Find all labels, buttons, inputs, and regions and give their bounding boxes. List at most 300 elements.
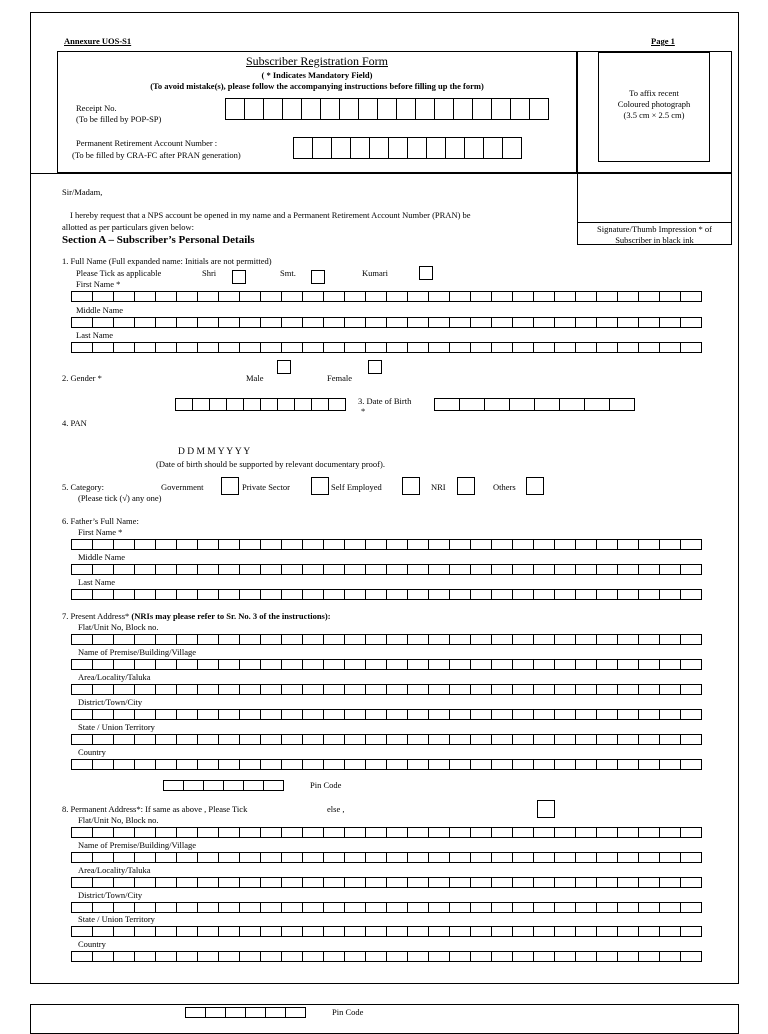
char-box[interactable] (680, 317, 702, 328)
char-box[interactable] (407, 827, 429, 838)
char-box[interactable] (533, 659, 555, 670)
char-box[interactable] (554, 926, 576, 937)
char-box[interactable] (617, 759, 639, 770)
char-box[interactable] (386, 659, 408, 670)
char-box[interactable] (470, 684, 492, 695)
char-box[interactable] (407, 877, 429, 888)
char-box[interactable] (113, 852, 135, 863)
char-box[interactable] (281, 902, 303, 913)
father-middle-boxes[interactable] (71, 564, 702, 575)
char-box[interactable] (386, 684, 408, 695)
char-box[interactable] (680, 951, 702, 962)
char-box[interactable] (71, 926, 93, 937)
char-box[interactable] (183, 780, 204, 791)
char-box[interactable] (512, 852, 534, 863)
char-box[interactable] (302, 634, 324, 645)
char-box[interactable] (285, 1007, 306, 1018)
char-box[interactable] (491, 877, 513, 888)
char-box[interactable] (453, 98, 473, 120)
char-box[interactable] (71, 852, 93, 863)
char-box[interactable] (92, 951, 114, 962)
char-box[interactable] (407, 137, 427, 159)
char-box[interactable] (428, 827, 450, 838)
char-box[interactable] (554, 709, 576, 720)
char-box[interactable] (428, 951, 450, 962)
char-box[interactable] (302, 291, 324, 302)
char-box[interactable] (239, 589, 261, 600)
char-box[interactable] (449, 291, 471, 302)
char-box[interactable] (680, 634, 702, 645)
char-box[interactable] (554, 291, 576, 302)
char-box[interactable] (239, 659, 261, 670)
dob-boxes[interactable] (434, 398, 635, 411)
char-box[interactable] (260, 951, 282, 962)
char-box[interactable] (426, 137, 446, 159)
char-box[interactable] (92, 759, 114, 770)
char-box[interactable] (659, 342, 681, 353)
char-box[interactable] (218, 877, 240, 888)
char-box[interactable] (512, 877, 534, 888)
char-box[interactable] (320, 98, 340, 120)
char-box[interactable] (484, 398, 510, 411)
char-box[interactable] (263, 98, 283, 120)
char-box[interactable] (92, 659, 114, 670)
char-box[interactable] (239, 759, 261, 770)
char-box[interactable] (365, 291, 387, 302)
char-box[interactable] (386, 317, 408, 328)
permanent-state-boxes[interactable] (71, 926, 702, 937)
char-box[interactable] (575, 902, 597, 913)
char-box[interactable] (281, 877, 303, 888)
char-box[interactable] (428, 926, 450, 937)
char-box[interactable] (113, 342, 135, 353)
char-box[interactable] (225, 1007, 246, 1018)
char-box[interactable] (281, 734, 303, 745)
char-box[interactable] (265, 1007, 286, 1018)
char-box[interactable] (92, 564, 114, 575)
char-box[interactable] (659, 634, 681, 645)
char-box[interactable] (71, 291, 93, 302)
char-box[interactable] (617, 684, 639, 695)
char-box[interactable] (575, 684, 597, 695)
char-box[interactable] (365, 759, 387, 770)
char-box[interactable] (197, 759, 219, 770)
char-box[interactable] (365, 589, 387, 600)
char-box[interactable] (575, 564, 597, 575)
char-box[interactable] (302, 759, 324, 770)
char-box[interactable] (449, 902, 471, 913)
char-box[interactable] (281, 659, 303, 670)
char-box[interactable] (155, 827, 177, 838)
char-box[interactable] (344, 317, 366, 328)
char-box[interactable] (533, 759, 555, 770)
char-box[interactable] (407, 951, 429, 962)
char-box[interactable] (638, 684, 660, 695)
char-box[interactable] (260, 659, 282, 670)
char-box[interactable] (680, 827, 702, 838)
char-box[interactable] (134, 951, 156, 962)
permanent-pin-boxes[interactable] (185, 1007, 306, 1018)
char-box[interactable] (218, 709, 240, 720)
char-box[interactable] (365, 951, 387, 962)
char-box[interactable] (459, 398, 485, 411)
permanent-flat-boxes[interactable] (71, 827, 702, 838)
char-box[interactable] (113, 684, 135, 695)
char-box[interactable] (386, 926, 408, 937)
char-box[interactable] (638, 659, 660, 670)
char-box[interactable] (260, 564, 282, 575)
char-box[interactable] (680, 734, 702, 745)
char-box[interactable] (323, 827, 345, 838)
char-box[interactable] (218, 827, 240, 838)
char-box[interactable] (323, 291, 345, 302)
char-box[interactable] (449, 564, 471, 575)
char-box[interactable] (415, 98, 435, 120)
char-box[interactable] (176, 589, 198, 600)
permanent-premise-boxes[interactable] (71, 852, 702, 863)
char-box[interactable] (470, 951, 492, 962)
char-box[interactable] (197, 877, 219, 888)
char-box[interactable] (344, 877, 366, 888)
char-box[interactable] (491, 291, 513, 302)
char-box[interactable] (407, 734, 429, 745)
char-box[interactable] (407, 852, 429, 863)
char-box[interactable] (533, 926, 555, 937)
char-box[interactable] (302, 734, 324, 745)
char-box[interactable] (428, 734, 450, 745)
char-box[interactable] (311, 398, 329, 411)
char-box[interactable] (575, 659, 597, 670)
char-box[interactable] (491, 539, 513, 550)
char-box[interactable] (509, 398, 535, 411)
char-box[interactable] (534, 398, 560, 411)
char-box[interactable] (71, 539, 93, 550)
char-box[interactable] (239, 317, 261, 328)
char-box[interactable] (197, 827, 219, 838)
present-pin-boxes[interactable] (163, 780, 284, 791)
char-box[interactable] (302, 539, 324, 550)
char-box[interactable] (386, 564, 408, 575)
char-box[interactable] (512, 634, 534, 645)
char-box[interactable] (386, 759, 408, 770)
char-box[interactable] (386, 291, 408, 302)
char-box[interactable] (281, 709, 303, 720)
char-box[interactable] (470, 317, 492, 328)
char-box[interactable] (638, 877, 660, 888)
char-box[interactable] (680, 342, 702, 353)
char-box[interactable] (386, 539, 408, 550)
char-box[interactable] (71, 827, 93, 838)
char-box[interactable] (407, 759, 429, 770)
char-box[interactable] (134, 852, 156, 863)
char-box[interactable] (323, 539, 345, 550)
char-box[interactable] (302, 877, 324, 888)
char-box[interactable] (491, 734, 513, 745)
middle-name-boxes[interactable] (71, 317, 702, 328)
char-box[interactable] (244, 98, 264, 120)
char-box[interactable] (575, 759, 597, 770)
char-box[interactable] (176, 852, 198, 863)
char-box[interactable] (358, 98, 378, 120)
char-box[interactable] (344, 291, 366, 302)
char-box[interactable] (226, 398, 244, 411)
char-box[interactable] (323, 317, 345, 328)
female-checkbox[interactable] (368, 360, 382, 374)
char-box[interactable] (323, 634, 345, 645)
char-box[interactable] (638, 852, 660, 863)
char-box[interactable] (388, 137, 408, 159)
char-box[interactable] (92, 877, 114, 888)
char-box[interactable] (218, 951, 240, 962)
char-box[interactable] (197, 539, 219, 550)
char-box[interactable] (449, 852, 471, 863)
char-box[interactable] (293, 137, 313, 159)
char-box[interactable] (197, 564, 219, 575)
char-box[interactable] (175, 398, 193, 411)
char-box[interactable] (218, 852, 240, 863)
char-box[interactable] (205, 1007, 226, 1018)
char-box[interactable] (533, 589, 555, 600)
char-box[interactable] (260, 827, 282, 838)
char-box[interactable] (302, 709, 324, 720)
char-box[interactable] (294, 398, 312, 411)
char-box[interactable] (680, 902, 702, 913)
char-box[interactable] (134, 539, 156, 550)
char-box[interactable] (680, 564, 702, 575)
char-box[interactable] (281, 539, 303, 550)
char-box[interactable] (554, 634, 576, 645)
char-box[interactable] (134, 877, 156, 888)
char-box[interactable] (134, 902, 156, 913)
char-box[interactable] (176, 317, 198, 328)
char-box[interactable] (331, 137, 351, 159)
char-box[interactable] (155, 291, 177, 302)
char-box[interactable] (554, 734, 576, 745)
last-name-boxes[interactable] (71, 342, 702, 353)
char-box[interactable] (176, 926, 198, 937)
char-box[interactable] (377, 98, 397, 120)
char-box[interactable] (71, 684, 93, 695)
char-box[interactable] (659, 539, 681, 550)
char-box[interactable] (134, 827, 156, 838)
char-box[interactable] (659, 877, 681, 888)
char-box[interactable] (260, 734, 282, 745)
father-last-boxes[interactable] (71, 589, 702, 600)
char-box[interactable] (407, 539, 429, 550)
char-box[interactable] (113, 759, 135, 770)
char-box[interactable] (365, 852, 387, 863)
char-box[interactable] (659, 852, 681, 863)
char-box[interactable] (155, 852, 177, 863)
char-box[interactable] (176, 539, 198, 550)
char-box[interactable] (369, 137, 389, 159)
char-box[interactable] (445, 137, 465, 159)
char-box[interactable] (134, 659, 156, 670)
char-box[interactable] (323, 902, 345, 913)
char-box[interactable] (301, 98, 321, 120)
char-box[interactable] (281, 951, 303, 962)
char-box[interactable] (176, 342, 198, 353)
char-box[interactable] (575, 877, 597, 888)
char-box[interactable] (218, 317, 240, 328)
char-box[interactable] (470, 827, 492, 838)
char-box[interactable] (617, 291, 639, 302)
char-box[interactable] (470, 659, 492, 670)
char-box[interactable] (554, 564, 576, 575)
char-box[interactable] (491, 951, 513, 962)
char-box[interactable] (470, 564, 492, 575)
char-box[interactable] (323, 951, 345, 962)
char-box[interactable] (680, 659, 702, 670)
char-box[interactable] (449, 317, 471, 328)
char-box[interactable] (617, 342, 639, 353)
char-box[interactable] (659, 317, 681, 328)
char-box[interactable] (92, 589, 114, 600)
char-box[interactable] (554, 827, 576, 838)
char-box[interactable] (617, 734, 639, 745)
char-box[interactable] (533, 827, 555, 838)
char-box[interactable] (470, 709, 492, 720)
char-box[interactable] (218, 926, 240, 937)
char-box[interactable] (323, 589, 345, 600)
char-box[interactable] (71, 564, 93, 575)
char-box[interactable] (449, 734, 471, 745)
char-box[interactable] (575, 634, 597, 645)
char-box[interactable] (302, 951, 324, 962)
char-box[interactable] (596, 539, 618, 550)
permanent-area-boxes[interactable] (71, 877, 702, 888)
char-box[interactable] (176, 684, 198, 695)
char-box[interactable] (638, 317, 660, 328)
char-box[interactable] (225, 98, 245, 120)
char-box[interactable] (281, 342, 303, 353)
char-box[interactable] (407, 589, 429, 600)
char-box[interactable] (638, 634, 660, 645)
char-box[interactable] (470, 852, 492, 863)
char-box[interactable] (638, 709, 660, 720)
char-box[interactable] (596, 684, 618, 695)
char-box[interactable] (281, 291, 303, 302)
char-box[interactable] (71, 877, 93, 888)
char-box[interactable] (92, 827, 114, 838)
char-box[interactable] (113, 734, 135, 745)
father-first-boxes[interactable] (71, 539, 702, 550)
char-box[interactable] (134, 759, 156, 770)
char-box[interactable] (470, 734, 492, 745)
char-box[interactable] (134, 926, 156, 937)
char-box[interactable] (491, 759, 513, 770)
char-box[interactable] (464, 137, 484, 159)
char-box[interactable] (554, 539, 576, 550)
char-box[interactable] (260, 342, 282, 353)
char-box[interactable] (92, 734, 114, 745)
char-box[interactable] (609, 398, 635, 411)
char-box[interactable] (260, 877, 282, 888)
char-box[interactable] (209, 398, 227, 411)
char-box[interactable] (218, 539, 240, 550)
char-box[interactable] (323, 759, 345, 770)
char-box[interactable] (155, 902, 177, 913)
char-box[interactable] (407, 926, 429, 937)
char-box[interactable] (92, 709, 114, 720)
char-box[interactable] (71, 659, 93, 670)
char-box[interactable] (512, 317, 534, 328)
char-box[interactable] (239, 539, 261, 550)
char-box[interactable] (428, 589, 450, 600)
char-box[interactable] (302, 684, 324, 695)
char-box[interactable] (596, 564, 618, 575)
char-box[interactable] (281, 317, 303, 328)
char-box[interactable] (386, 634, 408, 645)
char-box[interactable] (323, 684, 345, 695)
char-box[interactable] (659, 589, 681, 600)
char-box[interactable] (449, 539, 471, 550)
char-box[interactable] (596, 317, 618, 328)
char-box[interactable] (617, 877, 639, 888)
char-box[interactable] (281, 589, 303, 600)
char-box[interactable] (386, 734, 408, 745)
char-box[interactable] (243, 398, 261, 411)
char-box[interactable] (659, 951, 681, 962)
char-box[interactable] (533, 951, 555, 962)
char-box[interactable] (239, 291, 261, 302)
char-box[interactable] (282, 98, 302, 120)
char-box[interactable] (533, 564, 555, 575)
char-box[interactable] (176, 709, 198, 720)
self-employed-checkbox[interactable] (402, 477, 420, 495)
char-box[interactable] (113, 634, 135, 645)
char-box[interactable] (638, 759, 660, 770)
char-box[interactable] (512, 827, 534, 838)
char-box[interactable] (197, 852, 219, 863)
char-box[interactable] (386, 709, 408, 720)
char-box[interactable] (396, 98, 416, 120)
char-box[interactable] (680, 877, 702, 888)
char-box[interactable] (386, 342, 408, 353)
char-box[interactable] (344, 902, 366, 913)
char-box[interactable] (281, 564, 303, 575)
char-box[interactable] (92, 902, 114, 913)
char-box[interactable] (617, 827, 639, 838)
char-box[interactable] (638, 342, 660, 353)
char-box[interactable] (155, 684, 177, 695)
char-box[interactable] (554, 852, 576, 863)
char-box[interactable] (638, 564, 660, 575)
char-box[interactable] (302, 564, 324, 575)
char-box[interactable] (491, 634, 513, 645)
char-box[interactable] (428, 877, 450, 888)
char-box[interactable] (344, 342, 366, 353)
present-flat-boxes[interactable] (71, 634, 702, 645)
char-box[interactable] (638, 902, 660, 913)
char-box[interactable] (575, 589, 597, 600)
char-box[interactable] (428, 852, 450, 863)
char-box[interactable] (339, 98, 359, 120)
char-box[interactable] (92, 539, 114, 550)
char-box[interactable] (434, 98, 454, 120)
char-box[interactable] (638, 827, 660, 838)
char-box[interactable] (71, 902, 93, 913)
char-box[interactable] (155, 342, 177, 353)
char-box[interactable] (512, 684, 534, 695)
char-box[interactable] (529, 98, 549, 120)
char-box[interactable] (554, 951, 576, 962)
char-box[interactable] (617, 902, 639, 913)
char-box[interactable] (260, 589, 282, 600)
char-box[interactable] (365, 926, 387, 937)
char-box[interactable] (680, 589, 702, 600)
char-box[interactable] (659, 564, 681, 575)
